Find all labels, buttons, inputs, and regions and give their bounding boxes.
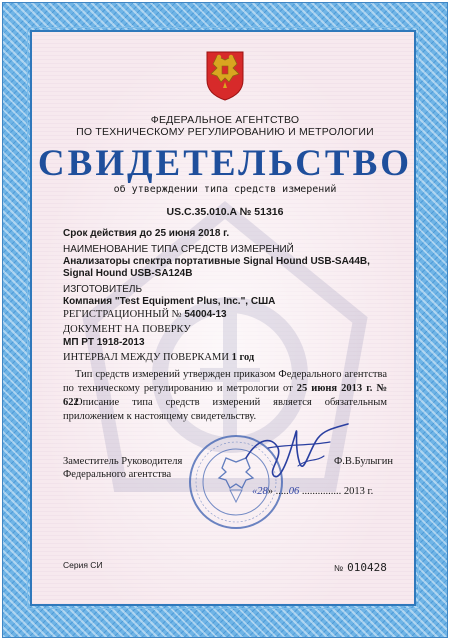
sign-date-month: 06: [288, 486, 300, 497]
document-title: СВИДЕТЕЛЬСТВО: [37, 143, 413, 184]
series-label: Серия СИ: [63, 560, 103, 570]
coat-of-arms-icon: [203, 48, 247, 102]
registration-row: [63, 309, 227, 320]
interval-value: 1 год: [231, 352, 255, 363]
signatory-role-line-1: Заместитель Руководителя: [63, 456, 183, 467]
interval-label: ИНТЕРВАЛ МЕЖДУ ПОВЕРКАМИ: [63, 352, 229, 363]
agency-line-2: ПО ТЕХНИЧЕСКОМУ РЕГУЛИРОВАНИЮ И МЕТРОЛОГИИ: [76, 126, 374, 138]
manufacturer-value: Компания "Test Equipment Plus, Inc.", США: [63, 296, 276, 307]
signature-icon: [238, 418, 358, 488]
signatory-name: Ф.В.Булыгин: [334, 456, 393, 467]
serial-row: [334, 558, 387, 576]
validity-row: [63, 228, 229, 239]
verification-doc-label: ДОКУМЕНТ НА ПОВЕРКУ: [63, 324, 191, 335]
instrument-label: НАИМЕНОВАНИЕ ТИПА СРЕДСТВ ИЗМЕРЕНИЙ: [63, 244, 294, 255]
approval-order: № 622: [63, 383, 388, 408]
sign-date-year: 2013 г.: [343, 486, 374, 497]
instrument-line-1: Анализаторы спектра портативные Signal Hound USB-SA44B,: [63, 256, 370, 267]
sign-date-row: «28» .....06 ............... 2013 г.: [252, 486, 374, 497]
sign-date-day: 28: [257, 486, 268, 497]
agency-line-1: ФЕДЕРАЛЬНОЕ АГЕНТСТВО: [150, 114, 300, 126]
registration-label: РЕГИСТРАЦИОННЫЙ №: [63, 309, 182, 320]
verification-doc-value: МП РТ 1918-2013: [63, 337, 145, 348]
document-subtitle: об утверждении типа средств измерений: [113, 184, 337, 195]
signatory-role-line-2: Федерального агентства: [63, 469, 172, 480]
annex-paragraph: Описание типа средств измерений является обязательным приложением к настоящему свидетельству.: [63, 397, 387, 422]
serial-number: 010428: [347, 561, 387, 574]
validity-value: 25 июня 2018 г.: [154, 228, 230, 239]
interval-row: [63, 352, 254, 363]
registration-value: 54004-13: [184, 309, 227, 320]
certificate-number: US.C.35.010.A № 51316: [166, 206, 284, 218]
approval-date: 25 июня 2013 г.: [296, 383, 373, 394]
approval-text: Тип средств измерений утвержден приказом Федерального агентства по техническому регулированию и метрологии от: [63, 369, 387, 394]
manufacturer-label: ИЗГОТОВИТЕЛЬ: [63, 284, 143, 295]
validity-label: Срок действия до: [63, 228, 153, 239]
instrument-line-2: Signal Hound USB-SA124B: [63, 268, 193, 279]
serial-label: №: [334, 563, 344, 573]
